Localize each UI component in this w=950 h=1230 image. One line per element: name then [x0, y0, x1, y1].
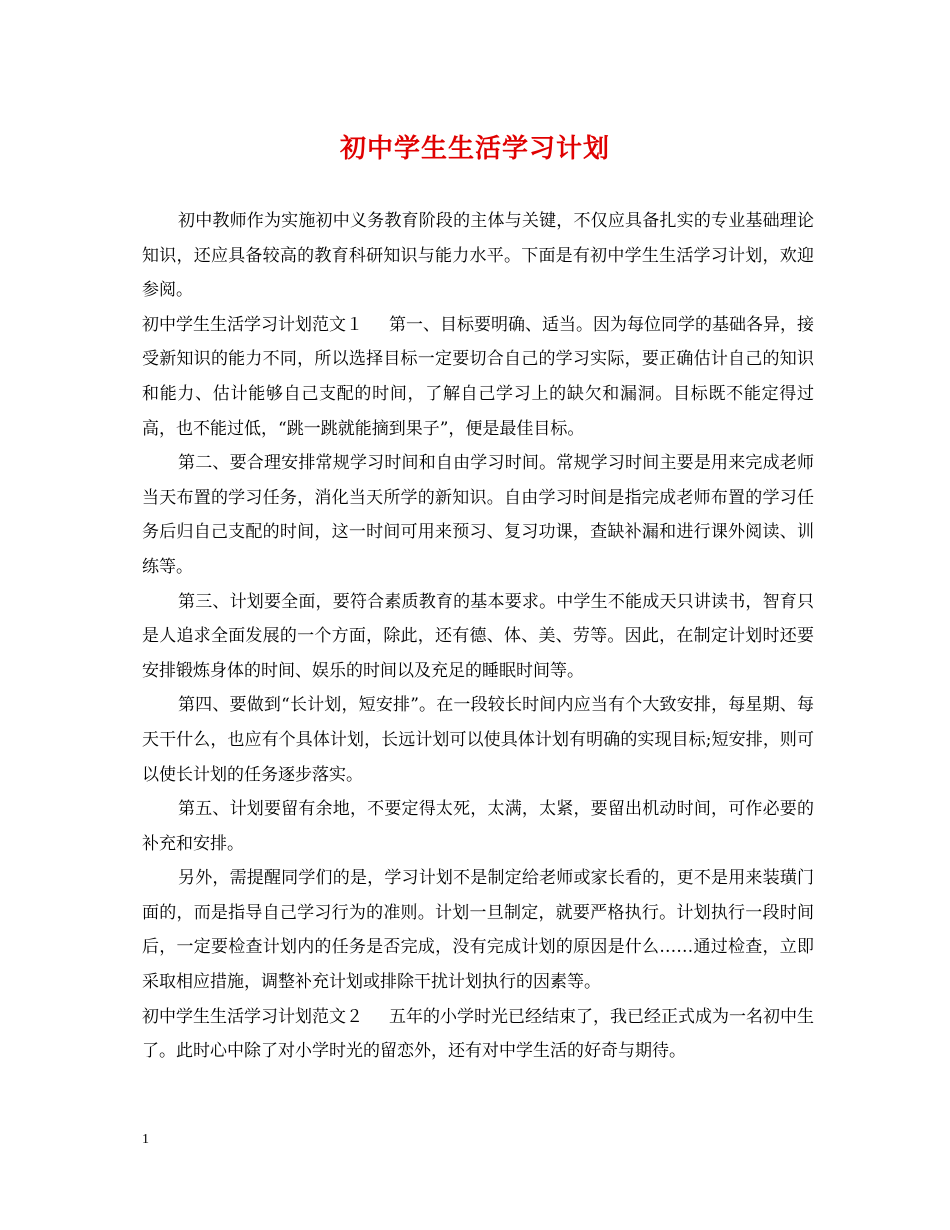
sample1-paragraph: [142, 308, 814, 446]
document-body: [142, 204, 814, 1069]
sample2-heading: 初中学生生活学习计划范文２: [142, 1006, 363, 1027]
intro-paragraph: 初中教师作为实施初中义务教育阶段的主体与关键，不仅应具备扎实的专业基础理论知识，还应具备较高的教育科研知识与能力水平。下面是有初中学生生活学习计划，欢迎参阅。: [142, 211, 814, 301]
document-title: 初中学生生活学习计划: [339, 134, 610, 164]
sample2-first-point: 五年的小学时光已经结束了，我已经正式成为一名初中生了。此时心中除了对小学时光的留恋外，还有对中学生活的好奇与期待。: [142, 1006, 814, 1062]
point-five-paragraph: 第五、计划要留有余地，不要定得太死，太满，太紧，要留出机动时间，可作必要的补充和安排。: [142, 799, 814, 854]
sample1-heading: 初中学生生活学习计划范文１: [142, 314, 363, 335]
point-three-paragraph: 第三、计划要全面，要符合素质教育的基本要求。中学生不能成天只讲读书，智育只是人追求全面发展的一个方面，除此，还有德、体、美、劳等。因此，在制定计划时还要安排锻炼身体的时间、娱乐的时间以及充足的睡眠时间等。: [142, 591, 814, 681]
page-number: 1: [142, 1132, 149, 1147]
sample2-paragraph: [142, 1000, 814, 1069]
sample1-first-point: 第一、目标要明确、适当。因为每位同学的基础各异，接受新知识的能力不同，所以选择目标一定要切合自己的学习实际，要正确估计自己的知识和能力、估计能够自己支配的时间，了解自己学习上的缺欠和漏洞。目标既不能定得过高，也不能过低，“跳一跳就能摘到果子”，便是最佳目标。: [142, 314, 814, 439]
point-four-paragraph: 第四、要做到“长计划，短安排”。在一段较长时间内应当有个大致安排，每星期、每天干什么，也应有个具体计划，长远计划可以使具体计划有明确的实现目标;短安排，则可以使长计划的任务逐步落实。: [142, 695, 814, 785]
reminder-paragraph: 另外，需提醒同学们的是，学习计划不是制定给老师或家长看的，更不是用来装璜门面的，而是指导自己学习行为的准则。计划一旦制定，就要严格执行。计划执行一段时间后，一定要检查计划内的任务是否完成，没有完成计划的原因是什么……通过检查，立即采取相应措施，调整补充计划或排除干扰计划执行的因素等。: [142, 868, 814, 993]
point-two-paragraph: 第二、要合理安排常规学习时间和自由学习时间。常规学习时间主要是用来完成老师当天布置的学习任务，消化当天所学的新知识。自由学习时间是指完成老师布置的学习任务后归自己支配的时间，这一时间可用来预习、复习功课，查缺补漏和进行课外阅读、训练等。: [142, 453, 814, 577]
